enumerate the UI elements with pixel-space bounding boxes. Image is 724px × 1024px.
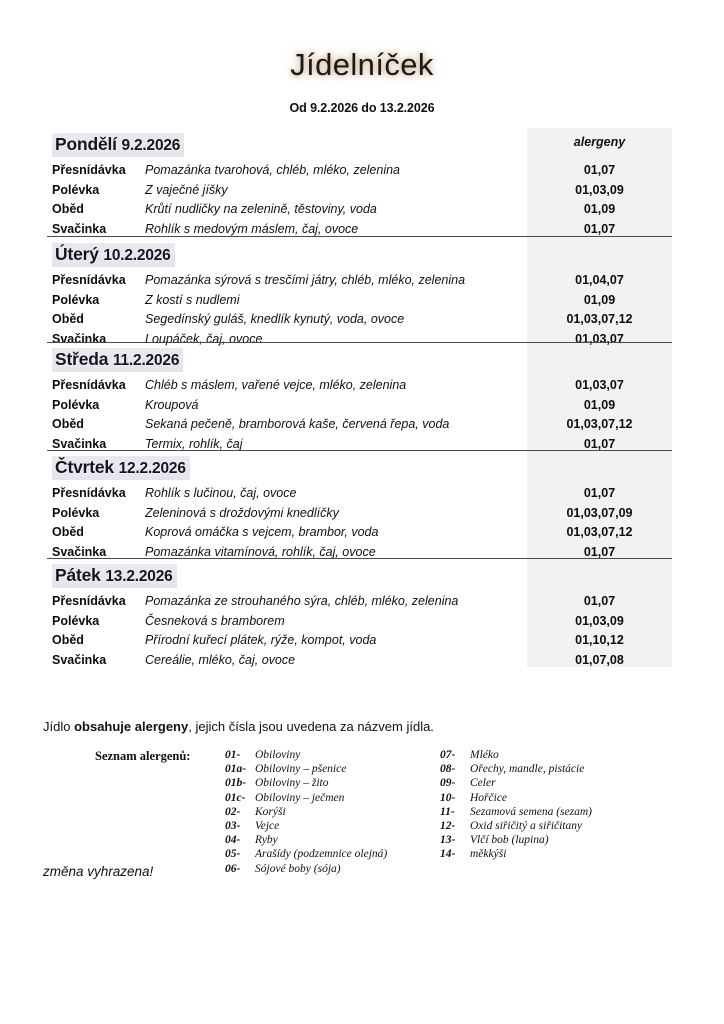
allergen-code: 07- bbox=[440, 749, 456, 761]
meal-dish: Krůtí nudličky na zelenině, těstoviny, voda bbox=[145, 202, 377, 216]
meal-dish: Zeleninová s droždovými knedlíčky bbox=[145, 505, 339, 520]
day-heading bbox=[52, 456, 190, 480]
day-heading bbox=[52, 243, 175, 267]
day-separator-rule bbox=[47, 450, 672, 451]
page-title: Jídelníček bbox=[290, 47, 434, 82]
allergen-name: Vejce bbox=[255, 819, 280, 832]
day-name: Středa bbox=[55, 349, 109, 369]
allergen-code: 11- bbox=[440, 805, 455, 818]
allergen-code: 12- bbox=[440, 819, 456, 832]
meal-allergens: 01,03,07,12 bbox=[566, 417, 633, 431]
meal-dish: Segedínský guláš, knedlík kynutý, voda, ovoce bbox=[145, 312, 405, 326]
meal-label: Svačinka bbox=[52, 221, 107, 236]
meal-allergens: 01,09 bbox=[583, 292, 616, 307]
allergen-code: 05- bbox=[225, 848, 241, 861]
meal-allergens: 01,04,07 bbox=[575, 273, 624, 287]
meal-label: Polévka bbox=[52, 397, 100, 412]
day-heading bbox=[52, 564, 177, 588]
meal-row bbox=[0, 545, 724, 564]
day-date: 13.2.2026 bbox=[105, 568, 173, 585]
meal-dish: Termix, rohlík, čaj bbox=[145, 436, 243, 451]
meal-row bbox=[0, 417, 724, 436]
allergen-code: 09- bbox=[440, 777, 456, 790]
day-name: Pondělí bbox=[55, 134, 117, 154]
allergen-note-prefix: Jídlo bbox=[43, 719, 75, 734]
meal-allergens: 01,03,07 bbox=[575, 378, 624, 392]
meal-dish: Pomazánka vitamínová, rohlík, čaj, ovoce bbox=[145, 544, 376, 559]
meal-row bbox=[0, 378, 724, 397]
day-name: Úterý bbox=[55, 244, 99, 264]
meal-label: Přesnídávka bbox=[52, 163, 126, 177]
meal-allergens: 01,07 bbox=[583, 486, 616, 500]
meal-allergens: 01,07 bbox=[583, 594, 616, 608]
meal-label: Oběd bbox=[52, 312, 84, 326]
meal-label: Svačinka bbox=[52, 436, 107, 451]
allergen-name: Mléko bbox=[470, 749, 499, 761]
allergen-name: Sójové boby (sója) bbox=[255, 862, 341, 875]
allergen-name: Obiloviny – žito bbox=[255, 777, 329, 790]
meal-row bbox=[0, 614, 724, 633]
allergen-note bbox=[43, 719, 434, 734]
meal-label: Oběd bbox=[52, 202, 84, 216]
meal-dish: Česneková s bramborem bbox=[145, 613, 285, 628]
meal-label: Přesnídávka bbox=[52, 486, 126, 500]
meal-label: Svačinka bbox=[52, 544, 107, 559]
meal-dish: Chléb s máslem, vařené vejce, mléko, zelenina bbox=[145, 378, 407, 392]
meal-dish: Cereálie, mléko, čaj, ovoce bbox=[145, 652, 296, 667]
meal-allergens: 01,03,07,12 bbox=[566, 525, 633, 539]
meal-dish: Z kostí s nudlemi bbox=[145, 292, 240, 307]
allergen-code: 14- bbox=[440, 848, 456, 861]
meal-allergens: 01,03,09 bbox=[575, 182, 624, 197]
meal-row bbox=[0, 506, 724, 525]
meal-allergens: 01,09 bbox=[583, 202, 616, 216]
day-heading bbox=[52, 133, 184, 157]
allergen-code: 01a- bbox=[225, 763, 247, 776]
meal-label: Přesnídávka bbox=[52, 594, 126, 608]
meal-label: Přesnídávka bbox=[52, 273, 126, 287]
allergen-name: Korýši bbox=[255, 805, 286, 818]
allergen-note-bold: obsahuje alergeny bbox=[74, 719, 189, 734]
meal-allergens: 01,07 bbox=[583, 436, 616, 451]
meal-allergens: 01,07,08 bbox=[575, 652, 624, 667]
meal-label: Svačinka bbox=[52, 652, 107, 667]
meal-allergens: 01,10,12 bbox=[575, 633, 624, 647]
day-separator-rule bbox=[47, 558, 672, 559]
meal-label: Oběd bbox=[52, 417, 84, 431]
meal-label: Polévka bbox=[52, 182, 100, 197]
meal-row bbox=[0, 653, 724, 672]
meal-dish: Pomazánka sýrová s tresčími játry, chléb, mléko, zelenina bbox=[145, 273, 466, 287]
allergen-code: 01c- bbox=[225, 791, 246, 804]
allergen-code: 01- bbox=[225, 749, 241, 761]
meal-allergens: 01,03,09 bbox=[575, 613, 624, 628]
allergen-name: Vlčí bob (lupina) bbox=[470, 834, 549, 847]
meal-allergens: 01,07 bbox=[583, 163, 616, 177]
allergen-name: Ořechy, mandle, pistácie bbox=[470, 763, 585, 776]
meal-dish: Kroupová bbox=[145, 397, 199, 412]
meal-row bbox=[0, 312, 724, 331]
meal-row bbox=[0, 594, 724, 613]
meal-row bbox=[0, 183, 724, 202]
meal-dish: Rohlík s medovým máslem, čaj, ovoce bbox=[145, 221, 359, 236]
allergen-code: 01b- bbox=[225, 777, 247, 790]
allergen-code: 10- bbox=[440, 791, 456, 804]
day-date: 10.2.2026 bbox=[103, 247, 171, 264]
meal-dish: Z vaječné jíšky bbox=[145, 182, 228, 197]
meal-label: Polévka bbox=[52, 505, 100, 520]
day-separator-rule bbox=[47, 236, 672, 237]
meal-row bbox=[0, 222, 724, 241]
meal-row bbox=[0, 486, 724, 505]
meal-allergens: 01,07 bbox=[583, 544, 616, 559]
day-name: Čtvrtek bbox=[55, 457, 114, 477]
day-name: Pátek bbox=[55, 565, 101, 585]
meal-allergens: 01,09 bbox=[583, 397, 616, 412]
meal-label: Polévka bbox=[52, 292, 100, 307]
allergen-name: Obiloviny – pšenice bbox=[255, 763, 347, 776]
meal-row bbox=[0, 293, 724, 312]
meal-allergens: 01,03,07 bbox=[575, 331, 624, 346]
date-range-subtitle: Od 9.2.2026 do 13.2.2026 bbox=[289, 101, 435, 115]
meal-dish: Přírodní kuřecí plátek, rýže, kompot, voda bbox=[145, 633, 377, 647]
meal-dish: Pomazánka tvarohová, chléb, mléko, zelenina bbox=[145, 163, 401, 177]
day-heading bbox=[52, 348, 183, 372]
allergen-code: 13- bbox=[440, 834, 456, 847]
allergen-code: 02- bbox=[225, 805, 241, 818]
meal-row bbox=[0, 525, 724, 544]
footer-note: změna vyhrazena! bbox=[43, 864, 154, 879]
allergen-code: 08- bbox=[440, 763, 456, 776]
allergen-name: Obiloviny bbox=[255, 749, 301, 761]
allergen-note-suffix: , jejich čísla jsou uvedena za názvem jídla. bbox=[188, 719, 434, 734]
meal-allergens: 01,03,07,09 bbox=[566, 505, 633, 520]
allergen-name: měkkýši bbox=[470, 848, 507, 861]
meal-label: Polévka bbox=[52, 613, 100, 628]
meal-dish: Koprová omáčka s vejcem, brambor, voda bbox=[145, 525, 379, 539]
meal-row bbox=[0, 398, 724, 417]
allergen-name: Celer bbox=[470, 777, 496, 790]
day-separator-rule bbox=[47, 342, 672, 343]
meal-allergens: 01,07 bbox=[583, 221, 616, 236]
meal-label: Oběd bbox=[52, 525, 84, 539]
allergen-code: 03- bbox=[225, 819, 241, 832]
allergen-name: Ryby bbox=[255, 834, 278, 847]
meal-dish: Sekaná pečeně, bramborová kaše, červená řepa, voda bbox=[145, 417, 450, 431]
allergen-name: Obiloviny – ječmen bbox=[255, 791, 345, 804]
meal-label: Svačinka bbox=[52, 331, 107, 346]
meal-row bbox=[0, 273, 724, 292]
meal-label: Oběd bbox=[52, 633, 84, 647]
allergen-name: Hořčice bbox=[470, 791, 508, 804]
allergen-column-header: alergeny bbox=[573, 135, 626, 149]
meal-dish: Rohlík s lučinou, čaj, ovoce bbox=[145, 486, 297, 500]
meal-row bbox=[0, 437, 724, 456]
meal-row bbox=[0, 202, 724, 221]
allergen-name: Arašídy (podzemnice olejná) bbox=[255, 848, 388, 861]
meal-dish: Pomazánka ze strouhaného sýra, chléb, mléko, zelenina bbox=[145, 594, 459, 608]
meal-row bbox=[0, 633, 724, 652]
allergen-name: Sezamová semena (sezam) bbox=[470, 805, 592, 818]
allergen-name: Oxid siřičitý a siřičitany bbox=[470, 819, 583, 832]
meal-label: Přesnídávka bbox=[52, 378, 126, 392]
allergen-list-title: Seznam alergenů: bbox=[95, 749, 191, 763]
meal-row bbox=[0, 163, 724, 182]
allergen-code: 06- bbox=[225, 862, 241, 875]
day-date: 9.2.2026 bbox=[121, 137, 181, 154]
day-date: 11.2.2026 bbox=[112, 352, 180, 369]
meal-dish: Loupáček, čaj, ovoce bbox=[145, 331, 263, 346]
meal-allergens: 01,03,07,12 bbox=[566, 312, 633, 326]
allergen-code: 04- bbox=[225, 834, 241, 847]
day-date: 12.2.2026 bbox=[118, 460, 186, 477]
